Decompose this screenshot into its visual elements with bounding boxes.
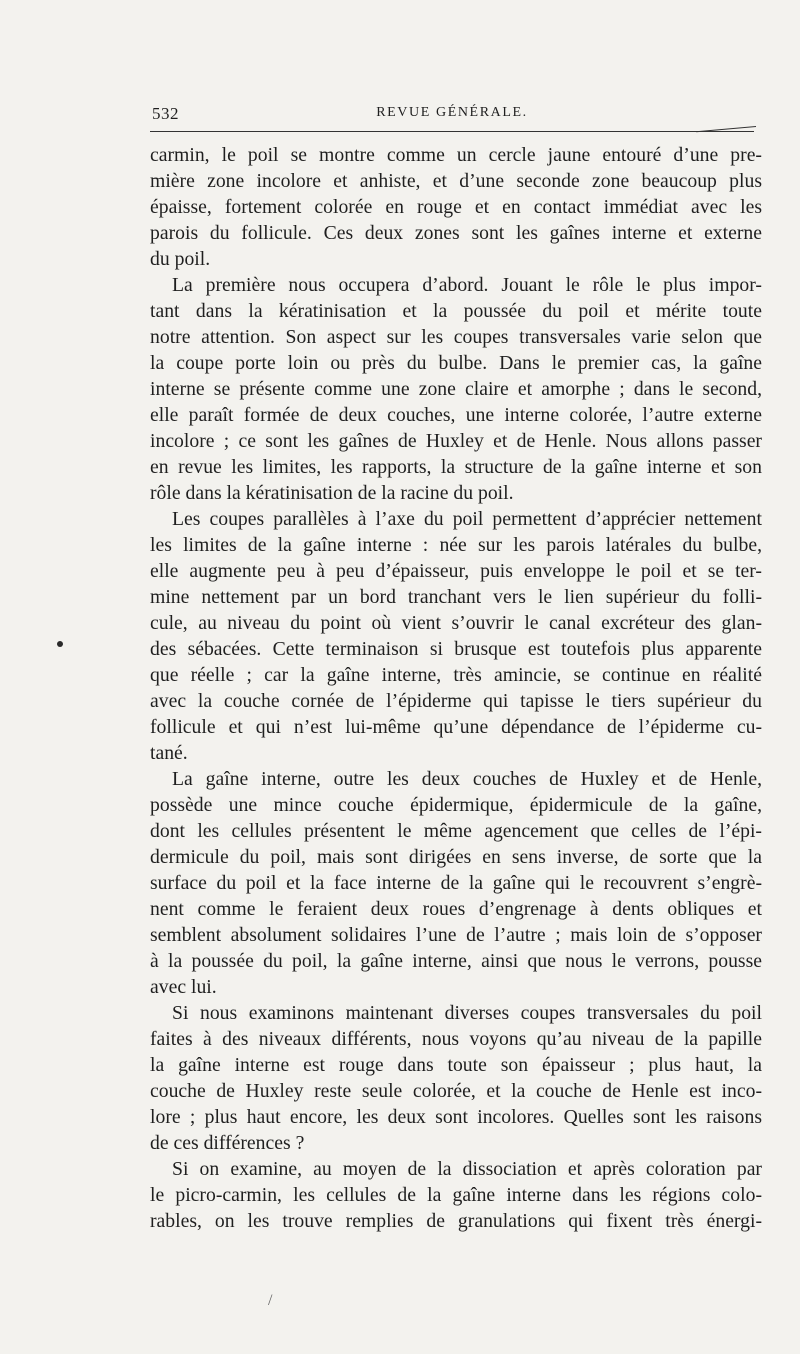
text-line: possède une mince couche épidermique, épidermicule de la gaîne, — [150, 794, 762, 816]
text-line: la gaîne interne est rouge dans toute son épaisseur ; plus haut, la — [150, 1054, 762, 1076]
text-line: interne se présente comme une zone claire et amorphe ; dans le second, — [150, 378, 762, 400]
text-line: dermicule du poil, mais sont dirigées en sens inverse, de sorte que la — [150, 846, 762, 868]
text-line: épaisse, fortement colorée en rouge et en contact immédiat avec les — [150, 196, 762, 218]
body-text — [150, 142, 762, 1234]
text-line: tané. — [150, 742, 188, 764]
text-line: surface du poil et la face interne de la gaîne qui le recouvrent s’engrè- — [150, 872, 762, 894]
text-line: en revue les limites, les rapports, la structure de la gaîne interne et son — [150, 456, 762, 478]
text-line: nent comme le feraient deux roues d’engrenage à dents obliques et — [150, 898, 762, 920]
text-line: mine nettement par un bord tranchant vers le lien supérieur du folli- — [150, 586, 762, 608]
stray-mark: / — [268, 1292, 273, 1309]
text-line: les limites de la gaîne interne : née sur les parois latérales du bulbe, — [150, 534, 762, 556]
text-line: follicule et qui n’est lui-même qu’une dépendance de l’épiderme cu- — [150, 716, 762, 738]
text-line: de ces différences ? — [150, 1132, 305, 1154]
text-line: elle augmente peu à peu d’épaisseur, puis enveloppe le poil et se ter- — [150, 560, 762, 582]
margin-dot — [57, 641, 63, 647]
text-line: cule, au niveau du point où vient s’ouvrir le canal excréteur des glan- — [150, 612, 762, 634]
text-line: parois du follicule. Ces deux zones sont les gaînes interne et externe — [150, 222, 762, 244]
text-line: Les coupes parallèles à l’axe du poil permettent d’apprécier nettement — [172, 508, 762, 530]
text-line: carmin, le poil se montre comme un cercle jaune entouré d’une pre- — [150, 144, 762, 166]
text-line: tant dans la kératinisation et la poussée du poil et mérite toute — [150, 300, 762, 322]
text-line: notre attention. Son aspect sur les coupes transversales varie selon que — [150, 326, 762, 348]
text-line: lore ; plus haut encore, les deux sont incolores. Quelles sont les raisons — [150, 1106, 762, 1128]
text-line: faites à des niveaux différents, nous voyons qu’au niveau de la papille — [150, 1028, 762, 1050]
page-number: 532 — [152, 104, 179, 123]
text-line: Si on examine, au moyen de la dissociation et après coloration par — [172, 1158, 762, 1180]
text-line: à la poussée du poil, la gaîne interne, ainsi que nous le verrons, pousse — [150, 950, 762, 972]
text-line: des sébacées. Cette terminaison si brusque est toutefois plus apparente — [150, 638, 762, 660]
text-line: elle paraît formée de deux couches, une interne colorée, l’autre externe — [150, 404, 762, 426]
header-rule — [150, 131, 754, 132]
text-line: semblent absolument solidaires l’une de l’autre ; mais loin de s’opposer — [150, 924, 762, 946]
text-line: couche de Huxley reste seule colorée, et la couche de Henle est inco- — [150, 1080, 762, 1102]
text-line: la coupe porte loin ou près du bulbe. Dans le premier cas, la gaîne — [150, 352, 762, 374]
text-line: Si nous examinons maintenant diverses coupes transversales du poil — [172, 1002, 762, 1024]
text-line: avec lui. — [150, 976, 217, 998]
text-line: La gaîne interne, outre les deux couches de Huxley et de Henle, — [172, 768, 762, 790]
text-line: dont les cellules présentent le même agencement que celles de l’épi- — [150, 820, 762, 842]
text-line: rables, on les trouve remplies de granulations qui fixent très énergi- — [150, 1210, 762, 1232]
running-head — [152, 104, 752, 126]
text-line: La première nous occupera d’abord. Jouant le rôle le plus impor- — [172, 274, 762, 296]
text-line: avec la couche cornée de l’épiderme qui tapisse le tiers supérieur du — [150, 690, 762, 712]
text-line: que réelle ; car la gaîne interne, très amincie, se continue en réalité — [150, 664, 762, 686]
text-line: rôle dans la kératinisation de la racine du poil. — [150, 482, 514, 504]
text-line: incolore ; ce sont les gaînes de Huxley et de Henle. Nous allons passer — [150, 430, 762, 452]
text-line: le picro-carmin, les cellules de la gaîne interne dans les régions colo- — [150, 1184, 762, 1206]
text-line: mière zone incolore et anhiste, et d’une seconde zone beaucoup plus — [150, 170, 762, 192]
journal-title: REVUE GÉNÉRALE. — [376, 105, 528, 120]
text-line: du poil. — [150, 248, 211, 270]
